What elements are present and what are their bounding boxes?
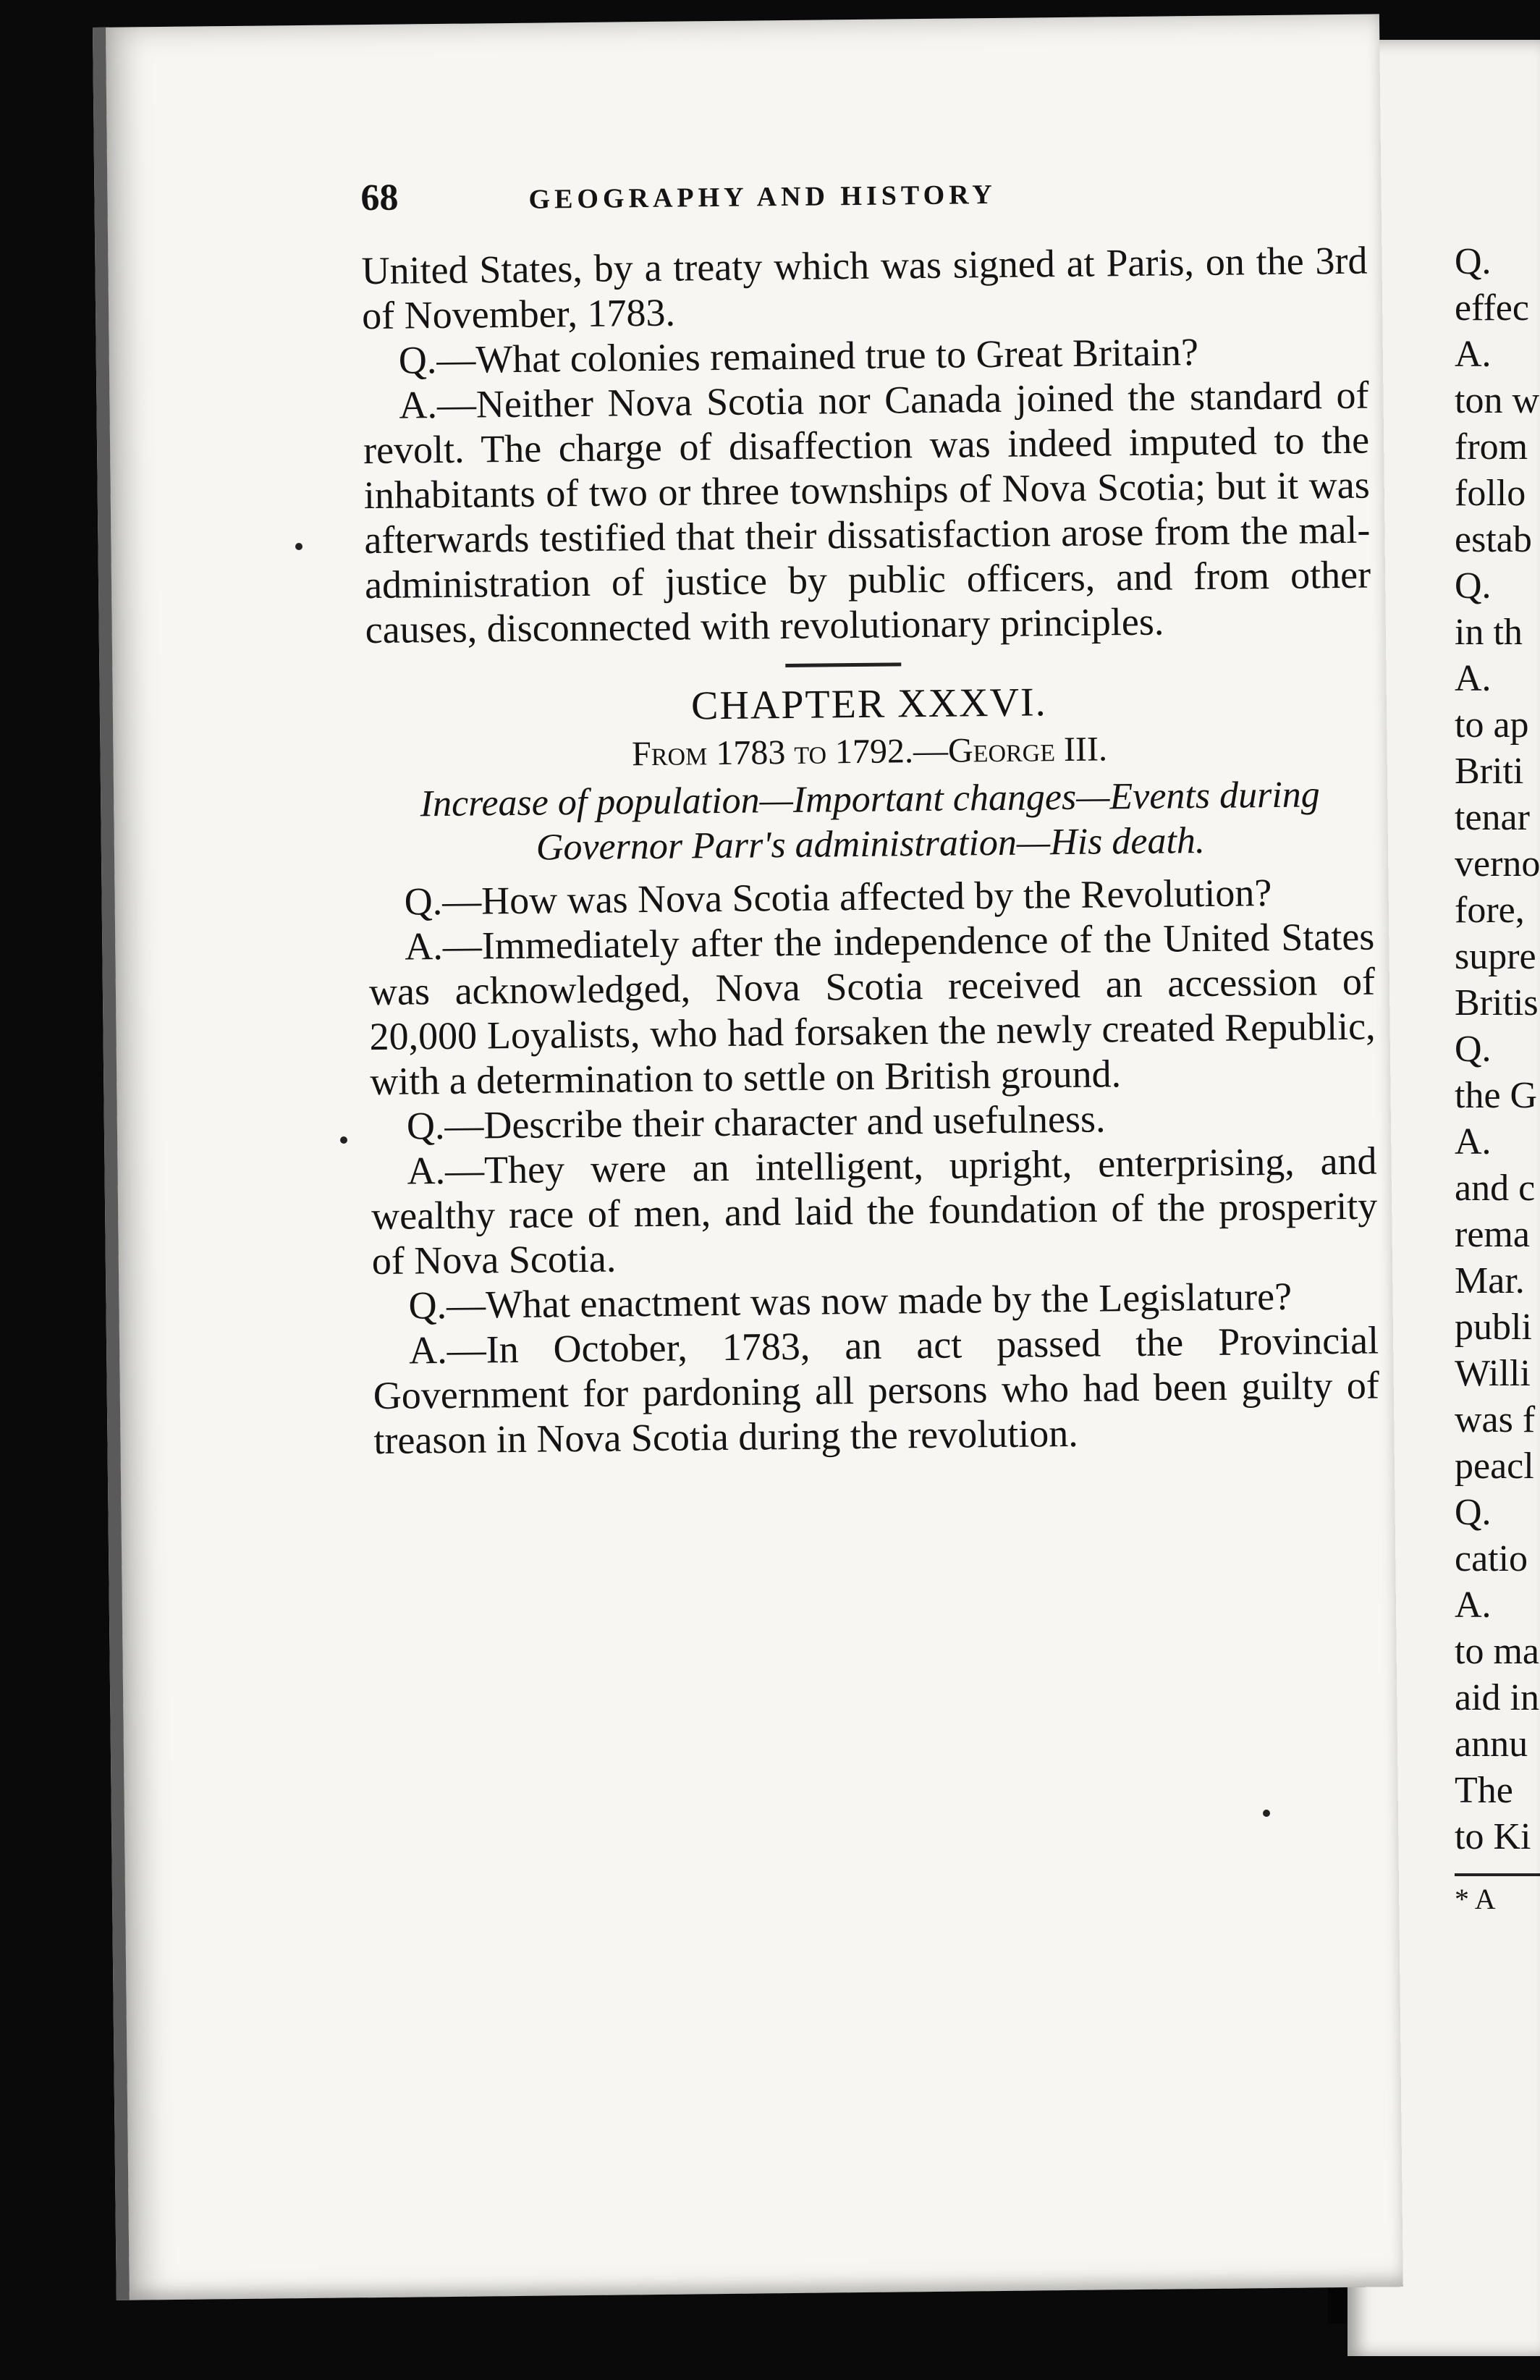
ink-speck	[295, 543, 302, 550]
running-head	[360, 166, 1367, 220]
fragment: follo	[1455, 473, 1526, 514]
fragment: supre	[1455, 936, 1536, 977]
fragment: effec	[1455, 287, 1529, 329]
fragment: estab	[1455, 519, 1532, 560]
fragment: Q.	[1455, 565, 1492, 607]
fragment: Mar.	[1455, 1260, 1525, 1301]
fragment: catio	[1455, 1538, 1528, 1579]
answer: A.—They were an intelligent, upright, enterprising, and wealthy race of men, and laid the foundation of the prosperity of Nova Scotia.	[371, 1139, 1378, 1283]
fragment: publi	[1455, 1307, 1532, 1348]
fragment: to ap	[1455, 704, 1529, 746]
question: Q.—How was Nova Scotia affected by the Revolution?	[404, 871, 1272, 924]
fragment: to Ki	[1455, 1816, 1531, 1857]
chapter-summary: Increase of population—Important changes—Events during Governor Parr's administration—His death.	[420, 774, 1321, 869]
ink-speck	[340, 1136, 347, 1144]
fragment: ton w	[1455, 380, 1539, 421]
left-page	[93, 14, 1403, 2300]
fragment: Briti	[1455, 751, 1524, 792]
fragment: A.	[1455, 658, 1492, 699]
answer: A.—In October, 1783, an act passed the Provincial Government for pardoning all persons who had been guilty of treason in Nova Scotia during the revolution.	[373, 1318, 1380, 1463]
fragment: in th	[1455, 612, 1523, 653]
fragment: rema	[1455, 1214, 1530, 1255]
answer: A.—Immediately after the independence of the United States was acknowledged, Nova Scotia received an accession of 20,000 Loyalists, who had forsaken the newly created Republic, with a determination to settle on British ground.	[368, 914, 1376, 1104]
question: Q.—Describe their character and usefulness.	[406, 1097, 1106, 1148]
question: Q.—What colonies remained true to Great Britain?	[398, 330, 1199, 382]
fragment: A.	[1455, 334, 1492, 375]
right-page-footnote: * A	[1455, 1873, 1540, 1923]
ink-speck	[1263, 1810, 1270, 1817]
question: Q.—What enactment was now made by the Legislature?	[408, 1274, 1292, 1328]
fragment: from	[1455, 426, 1528, 468]
fragment: A.	[1455, 1121, 1492, 1162]
fragment: and c	[1455, 1168, 1536, 1209]
running-head-title: GEOGRAPHY AND HISTORY	[528, 179, 997, 215]
fragment: aid in	[1455, 1677, 1539, 1718]
fragment: verno	[1455, 843, 1540, 885]
fragment: peacl	[1455, 1446, 1534, 1487]
fragment: annu	[1455, 1723, 1528, 1765]
chapter-dates: From 1783 to 1792.—George III.	[631, 730, 1108, 774]
fragment: Q.	[1455, 1492, 1492, 1533]
fragment: fore,	[1455, 890, 1525, 931]
section-rule	[785, 662, 901, 667]
fragment: to ma	[1455, 1631, 1539, 1672]
fragment: Q.	[1455, 1029, 1492, 1070]
fragment: Britis	[1455, 982, 1539, 1024]
right-page-text-fragments	[1455, 239, 1540, 1923]
fragment: tenar	[1455, 797, 1530, 838]
fragment: Willi	[1455, 1353, 1531, 1394]
chapter-heading: CHAPTER XXXVI.	[690, 680, 1047, 729]
fragment: the G	[1455, 1075, 1538, 1116]
fragment: Q.	[1455, 241, 1492, 282]
text-column	[360, 166, 1380, 1463]
answer: A.—Neither Nova Scotia nor Canada joined the standard of revolt. The charge of disaffection was indeed imputed to the inhabitants of two or three townships of Nova Scotia; but it was afterwards testified that their dissatisfaction arose from the mal-administration of justice by public officers, and from other causes, disconnected with revolutionary principles.	[363, 373, 1371, 652]
fragment: A.	[1455, 1584, 1492, 1626]
page-number: 68	[360, 177, 399, 219]
fragment: The	[1455, 1770, 1513, 1811]
paragraph: United States, by a treaty which was signed at Paris, on the 3rd of November, 1783.	[361, 238, 1368, 338]
fragment: was f	[1455, 1399, 1536, 1440]
